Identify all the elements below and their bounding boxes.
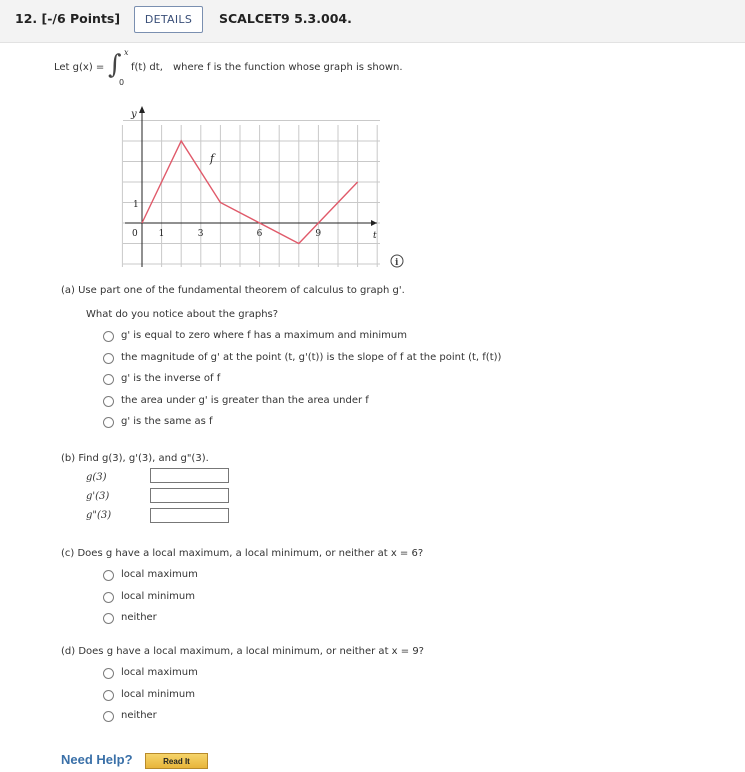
part-a-option-label: the magnitude of g' at the point (t, g'(t)) is the slope of f at the point (t, f(t))	[121, 351, 502, 363]
part-a-option-label: g' is equal to zero where f has a maximum and minimum	[121, 330, 407, 341]
part-d-option-label: local minimum	[121, 688, 195, 700]
part-c-radio-1[interactable]	[103, 592, 114, 603]
prompt-let: Let g(x) =	[54, 62, 105, 73]
t-axis-label: t	[373, 231, 377, 241]
part-a-question: What do you notice about the graphs?	[86, 309, 279, 320]
f-curve	[142, 141, 358, 244]
part-d-radio-1[interactable]	[103, 690, 114, 701]
x-tick-label: 3	[197, 229, 204, 239]
part-d-title: (d) Does g have a local maximum, a local minimum, or neither at x = 9?	[61, 646, 424, 657]
function-graph	[115, 100, 415, 280]
x-tick-label: 1	[158, 229, 165, 239]
part-d-option-label: local maximum	[121, 667, 198, 678]
gprime3-input[interactable]	[150, 488, 229, 503]
prompt-rest: where f is the function whose graph is shown.	[173, 62, 403, 73]
gdoubleprime3-input[interactable]	[150, 508, 229, 523]
part-a-radio-4[interactable]	[103, 417, 114, 428]
question-header	[0, 0, 745, 43]
details-button[interactable]: DETAILS	[134, 6, 203, 33]
question-number: 12. [-/6 Points]	[15, 11, 121, 26]
x-tick-label: 6	[256, 229, 263, 239]
part-d-radio-0[interactable]	[103, 668, 114, 679]
prompt-integrand: f(t) dt,	[131, 62, 163, 73]
part-c-option-label: neither	[121, 612, 157, 623]
curve-label: f	[210, 152, 215, 165]
part-a-radio-1[interactable]	[103, 353, 114, 364]
part-b-title: (b) Find g(3), g'(3), and g"(3).	[61, 453, 209, 464]
integral-sign-icon: ∫	[108, 50, 122, 80]
read-it-button[interactable]: Read It	[145, 753, 208, 769]
part-a-option-label: g' is the same as f	[121, 416, 213, 428]
part-c-option-label: local maximum	[121, 569, 198, 580]
graph-grid	[122, 121, 380, 268]
part-a-radio-2[interactable]	[103, 374, 114, 385]
label-gprime3: g'(3)	[86, 491, 110, 502]
upper-limit: x	[124, 48, 129, 57]
part-d-radio-2[interactable]	[103, 711, 114, 722]
label-g3: g(3)	[86, 472, 107, 483]
x-tick-label: 9	[315, 229, 322, 239]
label-gdoubleprime3: g"(3)	[86, 510, 112, 521]
g3-input[interactable]	[150, 468, 229, 483]
x-tick-labels	[132, 229, 321, 239]
part-a-radio-0[interactable]	[103, 331, 114, 342]
x-tick-label: 0	[132, 229, 138, 239]
need-help-label: Need Help?	[61, 752, 133, 767]
part-a-radio-3[interactable]	[103, 396, 114, 407]
lower-limit: 0	[119, 78, 125, 87]
info-icon-glyph: i	[395, 258, 399, 268]
problem-code: SCALCET9 5.3.004.	[219, 11, 352, 26]
part-c-radio-0[interactable]	[103, 570, 114, 581]
part-c-title: (c) Does g have a local maximum, a local minimum, or neither at x = 6?	[61, 548, 424, 559]
y-axis-arrow-icon	[139, 106, 145, 113]
t-axis-arrow-icon	[371, 220, 377, 226]
y-axis-label: y	[131, 109, 137, 120]
y-tick-label: 1	[133, 200, 139, 210]
part-a-title: (a) Use part one of the fundamental theorem of calculus to graph g'.	[61, 285, 405, 296]
part-a-option-label: g' is the inverse of f	[121, 373, 221, 385]
part-c-option-label: local minimum	[121, 590, 195, 602]
part-c-radio-2[interactable]	[103, 613, 114, 624]
part-a-option-label: the area under g' is greater than the area under f	[121, 394, 369, 406]
part-d-option-label: neither	[121, 710, 157, 721]
